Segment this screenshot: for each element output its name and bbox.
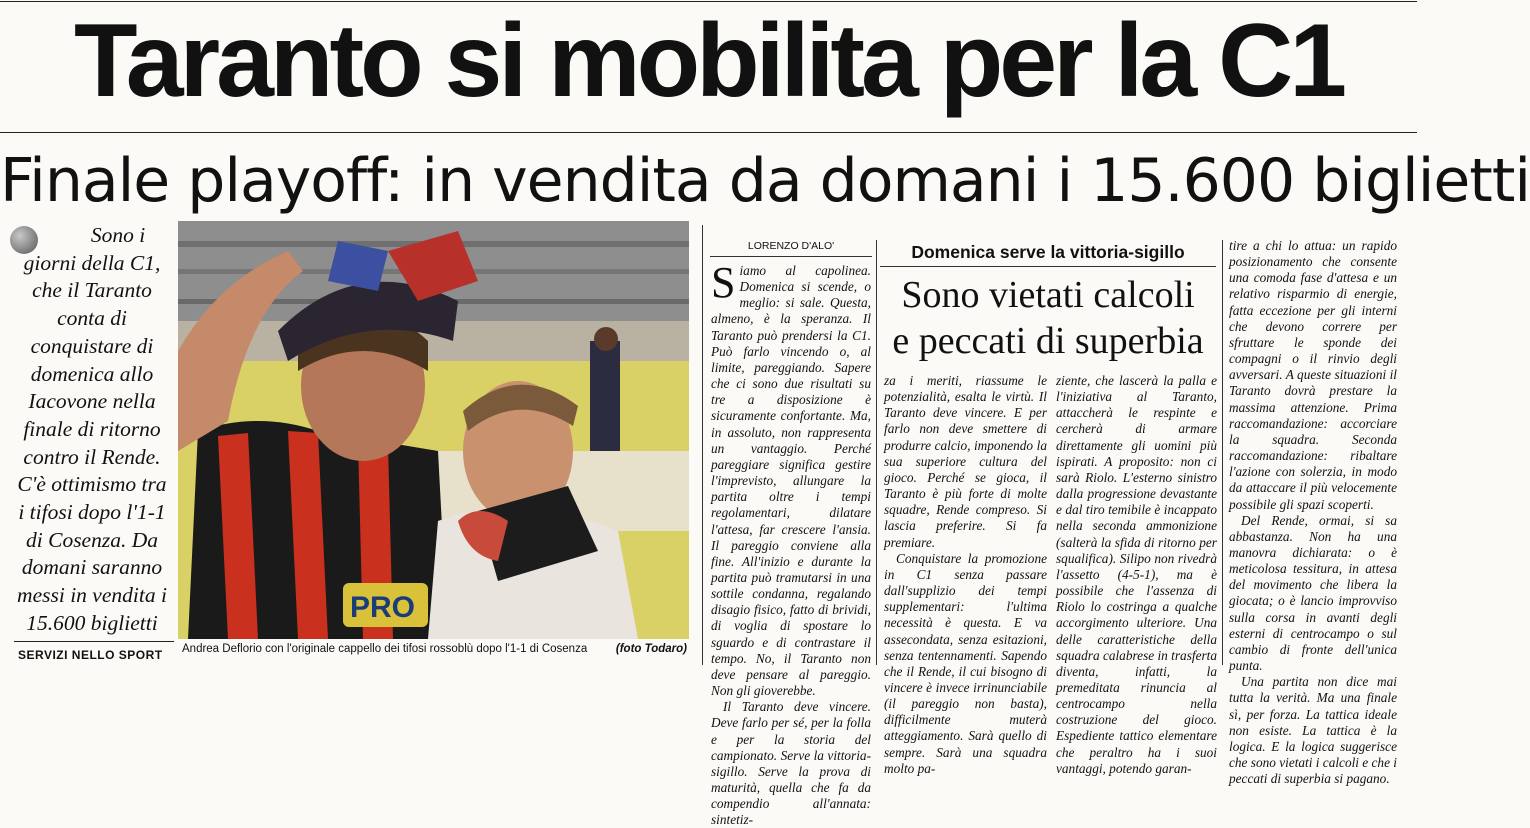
article-column-1 [711,258,871,828]
col1-paragraph-1: iamo al capolinea. Domenica si scende, o meglio: si sale. Questa, almeno, è la speranza. Il Taranto può prendersi la C1. Può farlo vincendo o, al limite, pareggiando. Sapere che ci sono due risultati su tre a disposizione è sicuramente confortante. Ma, in assoluto, non rappresenta un vantaggio. Perché pareggiare significa gestire l'imprevisto, allungare la partita oltre i tempi regolamentari, dilatare l'attesa, far crescere l'ansia. Il pareggio conviene alla fine. All'inizio e durante la partita può tramutarsi in una sottile condanna, regalando disagio fisico, fatto di brividi, di voglia di spostare lo sguardo e di contrastare il tempo. No, il Taranto non deve pensare al pareggio. Non gli gioverebbe. [711,263,871,699]
lead-text: Sono i giorni della C1, che il Taranto conta di conquistare di domenica allo Iacovone nella finale di ritorno contro il Rende. C'è ottimismo tra i tifosi dopo l'1-1 di Cosenza. Da domani saranno messi in vendita i 15.600 biglietti [17,223,167,635]
player-photo [178,221,689,639]
article-column-4 [1229,238,1397,787]
photo-caption [182,643,687,665]
headline-rule [0,132,1417,133]
col4-paragraph-1: tire a chi lo attua: un rapido posizionamento che consente una comoda fase d'attesa e un relativo risparmio di energie, fatta eccezione per gli interni che devono correre per sfruttare le sponde dei compagni o il rinvio degli avversari. A queste situazioni il Taranto dovrà prestare la massima attenzione. Prima raccomandazione: accorciare la squadra. Seconda raccomandazione: ribaltare l'azione con solerzia, in modo da attaccare il più velocemente possibile gli spazi scoperti. [1229,238,1397,512]
section-label: SERVIZI NELLO SPORT [18,648,163,662]
article-title [880,272,1216,372]
article-title-line2: e peccati di superbia [892,320,1204,362]
article-title-line1: Sono vietati calcoli [901,274,1195,316]
col4-paragraph-3: Una partita non dice mai tutta la verità. Ma una finale sì, per forza. La tattica ideale non esiste. La tattica è la logica. E la logica suggerisce che sono vietati i calcoli e che i peccati di superbia si pagano. [1229,674,1397,787]
column-rule-3 [1222,240,1223,665]
photo-credit: (foto Todaro) [615,643,687,655]
col4-paragraph-2: Del Rende, ormai, si sa abbastanza. Non ha una manovra dichiarata: o è meticolosa tessitura, in attesa del movimento che libera la giocata; o è lancio improvviso sulla corsa in avanti degli esterni di centrocampo o sul cambio di fronte dell'unica punta. [1229,512,1397,674]
caption-text: Andrea Deflorio con l'originale cappello dei tifosi rossoblù dopo l'1-1 di Cosenza [182,643,588,655]
headline: Taranto si mobilita per la C1 [73,3,1344,119]
col3-paragraph-1: ziente, che lascerà la palla e l'iniziativa al Taranto, attaccherà le respinte e cercherà di armare direttamente gli uomini più ispirati. A proposito: non ci sarà Riolo. L'esterno sinistro dalla progressione devastante e dal tiro temibile è incappato nella seconda ammonizione (salterà la sfida di ritorno per squalifica). Silipo non rivedrà l'assetto (4-5-1), ma è possibile che l'assenza di Riolo lo costringa a qualche accorgimento ulteriore. Una delle caratteristiche della squadra calabrese in trasferta diventa, infatti, la premeditata rinuncia al centrocampo nella costruzione del gioco. Espediente tattico elementare che peraltro ha i suoi vantaggi, potendo garan- [1056,373,1217,776]
column-rule-1 [702,225,703,665]
lead-rule [14,641,174,642]
article-column-2 [884,373,1047,776]
dropcap: S [711,258,736,307]
col2-paragraph-1: za i meriti, riassume le potenzialità, esalta le virtù. Il Taranto deve vincere. E per farlo non deve smettere di produrre calcio, imponendo la sua superiore cultura del gioco. Perché se gioca, il Taranto è più forte di molte squadre, Rende compreso. Si lascia preferire. Si fa premiare. [884,373,1047,550]
col2-paragraph-2: Conquistare la promozione in C1 senza passare dall'supplizio dei tempi supplementari: l'ultima necessità è questa. E va assecondata, senza esitazioni, senza tentennamenti. Sapendo che il Rende, il cui bisogno di vincere è invece irrinunciabile (il pareggio non basta), difficilmente muterà atteggiamento. Sarà quello di sempre. Sarà una squadra molto pa- [884,550,1047,776]
col1-paragraph-2: Il Taranto deve vincere. Deve farlo per sé, per la folla e per la storia del campionato. Serve la vittoria-sigillo. Serve la prova di maturità, quella che fa da compendio all'annata: sintetiz- [711,699,871,828]
jersey-sponsor-text: PRO [350,591,416,624]
article-kicker: Domenica serve la vittoria-sigillo [880,240,1216,267]
column-rule-2 [876,240,877,665]
subheadline: Finale playoff: in vendita da domani i 15.600 biglietti [0,146,1530,216]
byline: LORENZO D'ALO' [710,240,872,257]
photo-illustration [178,221,689,639]
article-column-3 [1056,373,1217,776]
